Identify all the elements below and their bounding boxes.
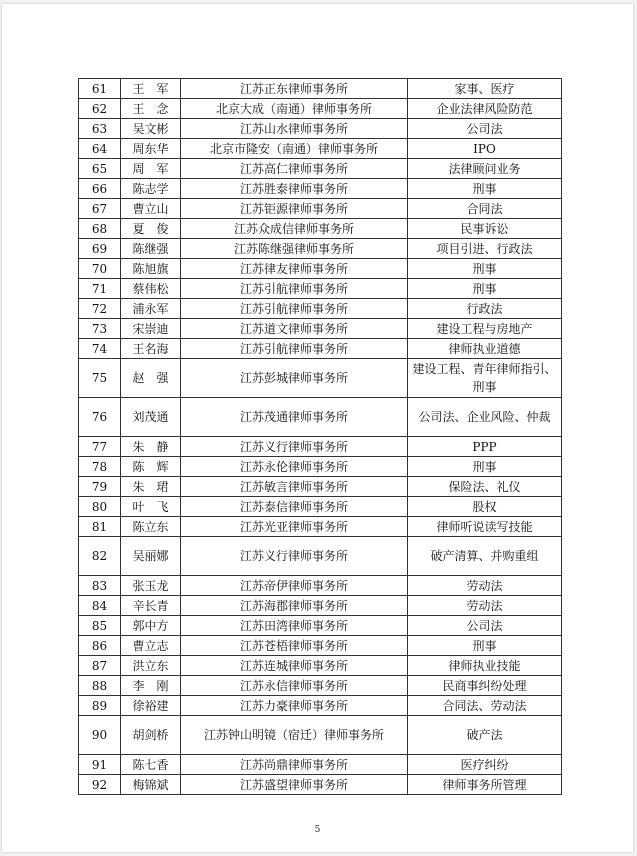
specialty-cell: 法律顾问业务 <box>408 159 562 179</box>
table-row <box>79 398 562 437</box>
row-number-cell: 69 <box>79 239 121 259</box>
lawyer-name-cell: 朱 珺 <box>121 477 181 497</box>
table-row <box>79 497 562 517</box>
specialty-cell: 律师执业道德 <box>408 339 562 359</box>
lawyer-name-cell: 吴丽娜 <box>121 537 181 576</box>
table-row <box>79 616 562 636</box>
table-row <box>79 199 562 219</box>
specialty-cell: 破产清算、并购重组 <box>408 537 562 576</box>
table-row <box>79 457 562 477</box>
row-number-cell: 61 <box>79 79 121 99</box>
lawyer-name-cell: 徐裕建 <box>121 696 181 716</box>
table-row <box>79 279 562 299</box>
lawyer-name-cell: 陈志学 <box>121 179 181 199</box>
law-firm-cell: 江苏高仁律师事务所 <box>181 159 408 179</box>
table-row <box>79 775 562 795</box>
law-firm-cell: 江苏陈继强律师事务所 <box>181 239 408 259</box>
specialty-cell: 股权 <box>408 497 562 517</box>
row-number-cell: 79 <box>79 477 121 497</box>
specialty-cell: 公司法 <box>408 616 562 636</box>
law-firm-cell: 江苏苍梧律师事务所 <box>181 636 408 656</box>
lawyer-name-cell: 赵 强 <box>121 359 181 398</box>
specialty-cell: 建设工程、青年律师指引、刑事 <box>408 359 562 398</box>
law-firm-cell: 江苏帝伊律师事务所 <box>181 576 408 596</box>
specialty-cell: 刑事 <box>408 179 562 199</box>
row-number-cell: 73 <box>79 319 121 339</box>
lawyer-name-cell: 张玉龙 <box>121 576 181 596</box>
law-firm-cell: 江苏彭城律师事务所 <box>181 359 408 398</box>
lawyer-name-cell: 周 军 <box>121 159 181 179</box>
law-firm-cell: 江苏律友律师事务所 <box>181 259 408 279</box>
specialty-cell: 刑事 <box>408 457 562 477</box>
specialty-cell: 建设工程与房地产 <box>408 319 562 339</box>
row-number-cell: 65 <box>79 159 121 179</box>
row-number-cell: 83 <box>79 576 121 596</box>
specialty-cell: 保险法、礼仪 <box>408 477 562 497</box>
lawyer-name-cell: 蔡伟松 <box>121 279 181 299</box>
table-row <box>79 477 562 497</box>
law-firm-cell: 江苏光亚律师事务所 <box>181 517 408 537</box>
lawyer-name-cell: 周东华 <box>121 139 181 159</box>
law-firm-cell: 江苏义行律师事务所 <box>181 437 408 457</box>
specialty-cell: 劳动法 <box>408 596 562 616</box>
table-row <box>79 437 562 457</box>
row-number-cell: 86 <box>79 636 121 656</box>
lawyer-name-cell: 陈旭旗 <box>121 259 181 279</box>
law-firm-cell: 江苏连城律师事务所 <box>181 656 408 676</box>
page-number: 5 <box>314 825 321 835</box>
row-number-cell: 74 <box>79 339 121 359</box>
specialty-cell: 行政法 <box>408 299 562 319</box>
table-row <box>79 319 562 339</box>
table-row <box>79 517 562 537</box>
specialty-cell: 律师执业技能 <box>408 656 562 676</box>
lawyer-name-cell: 浦永军 <box>121 299 181 319</box>
row-number-cell: 75 <box>79 359 121 398</box>
row-number-cell: 89 <box>79 696 121 716</box>
lawyer-name-cell: 王 军 <box>121 79 181 99</box>
lawyer-name-cell: 曹立志 <box>121 636 181 656</box>
specialty-cell: 家事、医疗 <box>408 79 562 99</box>
row-number-cell: 92 <box>79 775 121 795</box>
table-row <box>79 576 562 596</box>
law-firm-cell: 江苏尚鼎律师事务所 <box>181 755 408 775</box>
specialty-cell: 劳动法 <box>408 576 562 596</box>
specialty-cell: 合同法、劳动法 <box>408 696 562 716</box>
row-number-cell: 63 <box>79 119 121 139</box>
specialty-cell: 企业法律风险防范 <box>408 99 562 119</box>
table-row <box>79 139 562 159</box>
lawyer-name-cell: 吴文彬 <box>121 119 181 139</box>
lawyer-name-cell: 朱 静 <box>121 437 181 457</box>
law-firm-cell: 江苏茂通律师事务所 <box>181 398 408 437</box>
law-firm-cell: 江苏永信律师事务所 <box>181 676 408 696</box>
specialty-cell: 公司法、企业风险、仲裁 <box>408 398 562 437</box>
roster-body <box>79 79 562 795</box>
row-number-cell: 78 <box>79 457 121 477</box>
row-number-cell: 70 <box>79 259 121 279</box>
row-number-cell: 67 <box>79 199 121 219</box>
table-row <box>79 656 562 676</box>
row-number-cell: 76 <box>79 398 121 437</box>
lawyer-roster-table <box>78 78 562 795</box>
law-firm-cell: 江苏海郡律师事务所 <box>181 596 408 616</box>
lawyer-name-cell: 郭中方 <box>121 616 181 636</box>
lawyer-name-cell: 辛长青 <box>121 596 181 616</box>
lawyer-name-cell: 陈立东 <box>121 517 181 537</box>
lawyer-name-cell: 曹立山 <box>121 199 181 219</box>
law-firm-cell: 江苏正东律师事务所 <box>181 79 408 99</box>
row-number-cell: 88 <box>79 676 121 696</box>
specialty-cell: IPO <box>408 139 562 159</box>
table-row <box>79 696 562 716</box>
table-row <box>79 596 562 616</box>
specialty-cell: 刑事 <box>408 279 562 299</box>
table-row <box>79 636 562 656</box>
row-number-cell: 72 <box>79 299 121 319</box>
row-number-cell: 91 <box>79 755 121 775</box>
law-firm-cell: 江苏永伦律师事务所 <box>181 457 408 477</box>
lawyer-name-cell: 胡剑桥 <box>121 716 181 755</box>
row-number-cell: 90 <box>79 716 121 755</box>
specialty-cell: 破产法 <box>408 716 562 755</box>
specialty-cell: PPP <box>408 437 562 457</box>
specialty-cell: 公司法 <box>408 119 562 139</box>
lawyer-name-cell: 陈继强 <box>121 239 181 259</box>
table-row <box>79 119 562 139</box>
lawyer-name-cell: 李 刚 <box>121 676 181 696</box>
law-firm-cell: 北京大成（南通）律师事务所 <box>181 99 408 119</box>
law-firm-cell: 江苏众成信律师事务所 <box>181 219 408 239</box>
table-row <box>79 537 562 576</box>
law-firm-cell: 江苏钟山明镜（宿迁）律师事务所 <box>181 716 408 755</box>
law-firm-cell: 江苏山水律师事务所 <box>181 119 408 139</box>
row-number-cell: 64 <box>79 139 121 159</box>
specialty-cell: 律师事务所管理 <box>408 775 562 795</box>
row-number-cell: 68 <box>79 219 121 239</box>
lawyer-name-cell: 陈 辉 <box>121 457 181 477</box>
table-row <box>79 359 562 398</box>
table-row <box>79 339 562 359</box>
row-number-cell: 71 <box>79 279 121 299</box>
lawyer-name-cell: 叶 飞 <box>121 497 181 517</box>
table-row <box>79 219 562 239</box>
law-firm-cell: 江苏泰信律师事务所 <box>181 497 408 517</box>
table-row <box>79 179 562 199</box>
table-row <box>79 259 562 279</box>
lawyer-name-cell: 梅锦斌 <box>121 775 181 795</box>
law-firm-cell: 江苏义行律师事务所 <box>181 537 408 576</box>
table-row <box>79 755 562 775</box>
row-number-cell: 82 <box>79 537 121 576</box>
lawyer-name-cell: 夏 俊 <box>121 219 181 239</box>
row-number-cell: 77 <box>79 437 121 457</box>
row-number-cell: 80 <box>79 497 121 517</box>
row-number-cell: 87 <box>79 656 121 676</box>
document-page <box>2 4 633 852</box>
table-row <box>79 676 562 696</box>
law-firm-cell: 江苏胜泰律师事务所 <box>181 179 408 199</box>
table-row <box>79 159 562 179</box>
law-firm-cell: 江苏力豪律师事务所 <box>181 696 408 716</box>
lawyer-name-cell: 宋崇迪 <box>121 319 181 339</box>
lawyer-name-cell: 王 念 <box>121 99 181 119</box>
law-firm-cell: 江苏引航律师事务所 <box>181 279 408 299</box>
row-number-cell: 62 <box>79 99 121 119</box>
table-row <box>79 99 562 119</box>
law-firm-cell: 江苏钜源律师事务所 <box>181 199 408 219</box>
specialty-cell: 项目引进、行政法 <box>408 239 562 259</box>
specialty-cell: 合同法 <box>408 199 562 219</box>
lawyer-name-cell: 刘茂通 <box>121 398 181 437</box>
table-row <box>79 79 562 99</box>
law-firm-cell: 江苏盛望律师事务所 <box>181 775 408 795</box>
specialty-cell: 刑事 <box>408 636 562 656</box>
law-firm-cell: 江苏田湾律师事务所 <box>181 616 408 636</box>
table-row <box>79 239 562 259</box>
row-number-cell: 85 <box>79 616 121 636</box>
law-firm-cell: 江苏引航律师事务所 <box>181 299 408 319</box>
law-firm-cell: 江苏引航律师事务所 <box>181 339 408 359</box>
specialty-cell: 刑事 <box>408 259 562 279</box>
table-row <box>79 299 562 319</box>
law-firm-cell: 江苏道文律师事务所 <box>181 319 408 339</box>
lawyer-name-cell: 王名海 <box>121 339 181 359</box>
specialty-cell: 律师听说读写技能 <box>408 517 562 537</box>
specialty-cell: 医疗纠纷 <box>408 755 562 775</box>
row-number-cell: 81 <box>79 517 121 537</box>
specialty-cell: 民事诉讼 <box>408 219 562 239</box>
row-number-cell: 84 <box>79 596 121 616</box>
lawyer-name-cell: 洪立东 <box>121 656 181 676</box>
table-row <box>79 716 562 755</box>
specialty-cell: 民商事纠纷处理 <box>408 676 562 696</box>
lawyer-name-cell: 陈七香 <box>121 755 181 775</box>
law-firm-cell: 江苏敏言律师事务所 <box>181 477 408 497</box>
law-firm-cell: 北京市隆安（南通）律师事务所 <box>181 139 408 159</box>
row-number-cell: 66 <box>79 179 121 199</box>
